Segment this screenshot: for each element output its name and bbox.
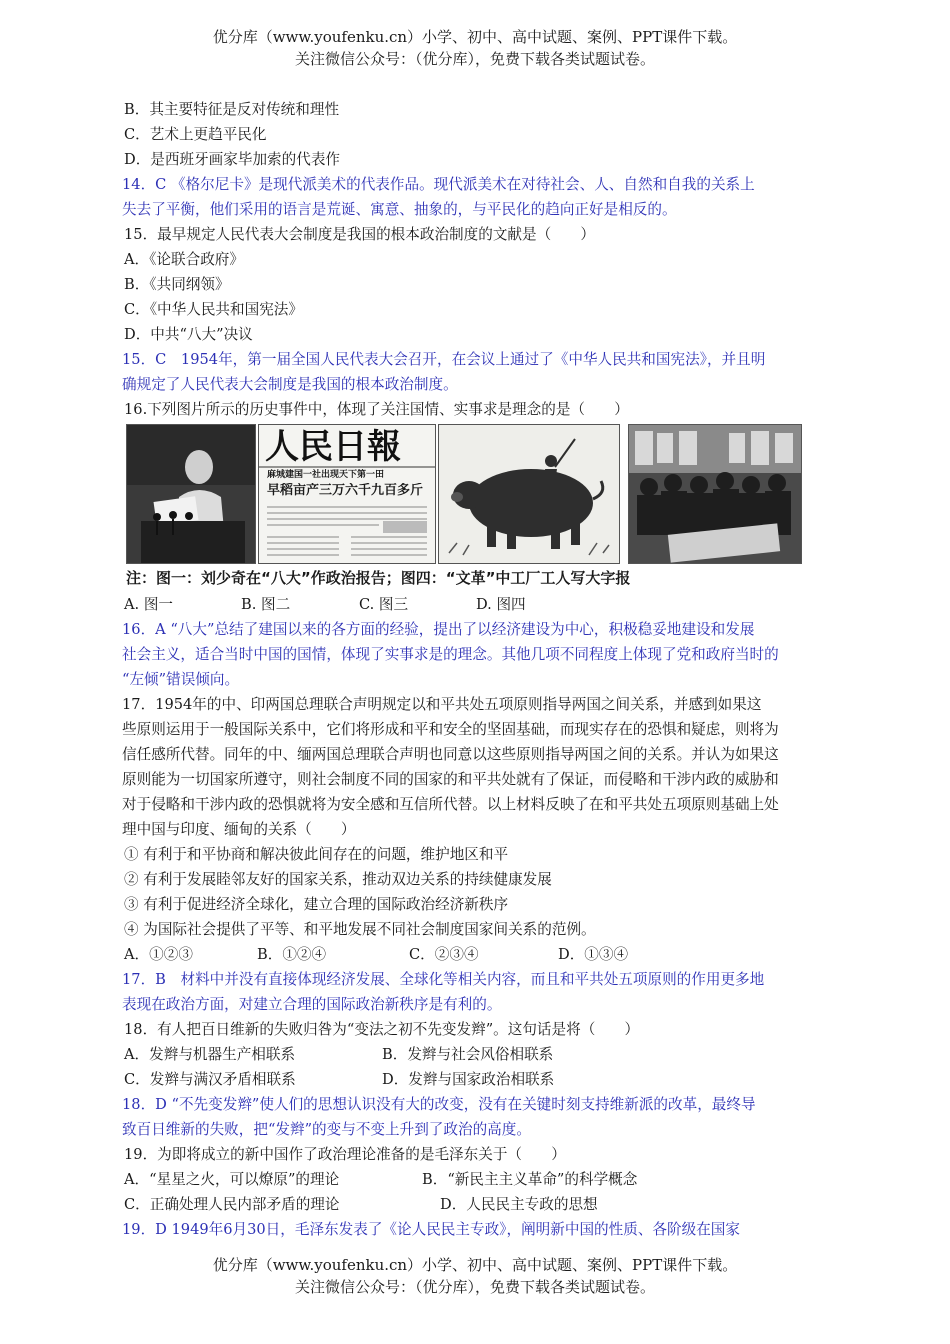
- footer-line-2: 关注微信公众号：（优分库），免费下载各类试题试卷。: [294, 1278, 655, 1296]
- q15-answer-line-1: 15．C 1954年，第一届全国人民代表大会召开，在会议上通过了《中华人民共和国宪法》，并且明: [122, 351, 766, 368]
- q17-item-3: ③ 有利于促进经济全球化，建立合理的国际政治经济新秩序: [124, 896, 509, 913]
- q14-option-b: B．其主要特征是反对传统和理性: [124, 101, 340, 118]
- q19-option-a: A．“星星之火，可以燎原”的理论: [124, 1171, 340, 1188]
- q14-answer-line-1: 14．C 《格尔尼卡》是现代派美术的代表作品。现代派美术在对待社会、人、自然和自我的关系上: [122, 176, 755, 193]
- q19-option-b: B．“新民主主义革命”的科学概念: [422, 1171, 638, 1188]
- q17-option-c: C．②③④: [409, 946, 479, 963]
- pig-cartoon-graphic: [439, 425, 619, 563]
- header-line-1: 优分库（www.youfenku.cn）小学、初中、高中试题、案例、PPT课件下载。: [212, 28, 738, 46]
- figure-3-pig-cartoon: [438, 424, 620, 564]
- q17-options-row: [122, 942, 860, 967]
- q17-item-4: ④ 为国际社会提供了平等、和平地发展不同社会制度国家间关系的范例。: [124, 921, 596, 938]
- q16-option-d: D. 图四: [476, 596, 526, 613]
- newspaper-headline-2: 早稻亩产三万六千九百多斤: [267, 483, 424, 498]
- q16-option-b: B. 图二: [241, 596, 291, 613]
- q17-option-a: A．①②③: [124, 946, 193, 963]
- q16-stem: 16.下列图片所示的历史事件中，体现了关注国情、实事求是理念的是（ ）: [124, 401, 629, 418]
- q17-stem-line-1: 17．1954年的中、印两国总理联合声明规定以和平共处五项原则指导两国之间关系，并感到如果这: [122, 696, 762, 713]
- figure-1-speaker-photo: [126, 424, 256, 564]
- q18-stem: 18．有人把百日维新的失败归咎为“变法之初不先变发辫”。这句话是将（ ）: [124, 1021, 640, 1038]
- page-header: [0, 26, 950, 70]
- q19-answer-line-1: 19．D 1949年6月30日，毛泽东发表了《论人民民主专政》，阐明新中国的性质、各阶级在国家: [122, 1221, 740, 1238]
- q16-answer-line-1: 16．A “八大”总结了建国以来的各方面的经验，提出了以经济建设为中心，积极稳妥地建设和发展: [122, 621, 755, 638]
- q18-answer-line-1: 18．D “不先变发辫”使人们的思想认识没有大的改变，没有在关键时刻支持维新派的改革，最终导: [122, 1096, 756, 1113]
- q18-answer-line-2: 致百日维新的失败，把“发辫”的变与不变上升到了政治的高度。: [122, 1121, 531, 1138]
- q14-answer-line-2: 失去了平衡，他们采用的语言是荒诞、寓意、抽象的，与平民化的趋向正好是相反的。: [122, 201, 677, 218]
- q17-answer-line-2: 表现在政治方面，对建立合理的国际政治新秩序是有利的。: [122, 996, 502, 1013]
- q15-answer-line-2: 确规定了人民代表大会制度是我国的根本政治制度。: [122, 376, 458, 393]
- q16-figure-row: [126, 424, 860, 564]
- q16-option-c: C. 图三: [359, 596, 409, 613]
- newspaper-masthead: 人民日報: [265, 427, 401, 467]
- q17-item-2: ② 有利于发展睦邻友好的国家关系，推动双边关系的持续健康发展: [124, 871, 552, 888]
- q19-option-d: D．人民民主专政的思想: [440, 1196, 598, 1213]
- q17-stem-line-6: 理中国与印度、缅甸的关系（ ）: [122, 821, 356, 838]
- footer-line-1: 优分库（www.youfenku.cn）小学、初中、高中试题、案例、PPT课件下载。: [212, 1256, 738, 1274]
- q17-option-d: D．①③④: [558, 946, 629, 963]
- q19-stem: 19．为即将成立的新中国作了政治理论准备的是毛泽东关于（ ）: [124, 1146, 566, 1163]
- q17-stem-line-2: 些原则运用于一般国际关系中，它们将形成和平和安全的坚固基础，而现实存在的恐惧和疑虑，则将为: [122, 721, 779, 738]
- newspaper-columns-graphic: [259, 425, 435, 563]
- q18-options-row-2: [122, 1067, 860, 1092]
- q15-option-b: B．《共同纲领》: [124, 276, 230, 293]
- q17-option-b: B．①②④: [257, 946, 327, 963]
- speaker-photo-graphic: [127, 425, 255, 563]
- q15-option-a: A．《论联合政府》: [124, 251, 244, 268]
- newspaper-headline-1: 麻城建国一社出现天下第一田: [267, 470, 385, 480]
- q19-options-row-1: [122, 1167, 860, 1192]
- q18-option-d: D．发辫与国家政治相联系: [382, 1071, 555, 1088]
- q16-options-row: [122, 592, 860, 617]
- q15-option-d: D．中共“八大”决议: [124, 326, 253, 343]
- q16-answer-line-2: 社会主义，适合当时中国的国情，体现了实事求是的理念。其他几项不同程度上体现了党和政府当时的: [122, 646, 779, 663]
- q18-option-c: C．发辫与满汉矛盾相联系: [124, 1071, 296, 1088]
- q18-option-b: B．发辫与社会风俗相联系: [382, 1046, 554, 1063]
- q16-answer-line-3: “左倾”错误倾向。: [122, 671, 240, 688]
- figure-2-newspaper: [258, 424, 436, 564]
- q19-option-c: C．正确处理人民内部矛盾的理论: [124, 1196, 340, 1213]
- q18-option-a: A．发辫与机器生产相联系: [124, 1046, 296, 1063]
- q17-stem-line-4: 原则能为一切国家所遵守，则社会制度不同的国家的和平共处就有了保证，而侵略和干涉内政的威胁和: [122, 771, 779, 788]
- q16-figure-caption: 注：图一：刘少奇在“八大”作政治报告；图四：“文革”中工厂工人写大字报: [126, 569, 631, 587]
- q17-stem-line-3: 信任感所代替。同年的中、缅两国总理联合声明也同意以这些原则指导两国之间的关系。并认为如果这: [122, 746, 779, 763]
- document-body: [122, 97, 860, 1242]
- q15-option-c: C．《中华人民共和国宪法》: [124, 301, 303, 318]
- page-footer: [0, 1254, 950, 1298]
- figure-4-workers-photo: [628, 424, 802, 564]
- q14-option-d: D．是西班牙画家毕加索的代表作: [124, 151, 341, 168]
- workers-photo-graphic: [629, 425, 801, 563]
- q19-options-row-2: [122, 1192, 860, 1217]
- q17-answer-line-1: 17．B 材料中并没有直接体现经济发展、全球化等相关内容，而且和平共处五项原则的作用更多地: [122, 971, 765, 988]
- q18-options-row-1: [122, 1042, 860, 1067]
- q15-stem: 15．最早规定人民代表大会制度是我国的根本政治制度的文献是（ ）: [124, 226, 595, 243]
- q17-item-1: ① 有利于和平协商和解决彼此间存在的问题，维护地区和平: [124, 846, 509, 863]
- q17-stem-line-5: 对于侵略和干涉内政的恐惧就将为安全感和互信所代替。以上材料反映了在和平共处五项原则基础上处: [122, 796, 779, 813]
- q14-option-c: C．艺术上更趋平民化: [124, 126, 267, 143]
- header-line-2: 关注微信公众号：（优分库），免费下载各类试题试卷。: [294, 50, 655, 68]
- q16-option-a: A. 图一: [124, 596, 174, 613]
